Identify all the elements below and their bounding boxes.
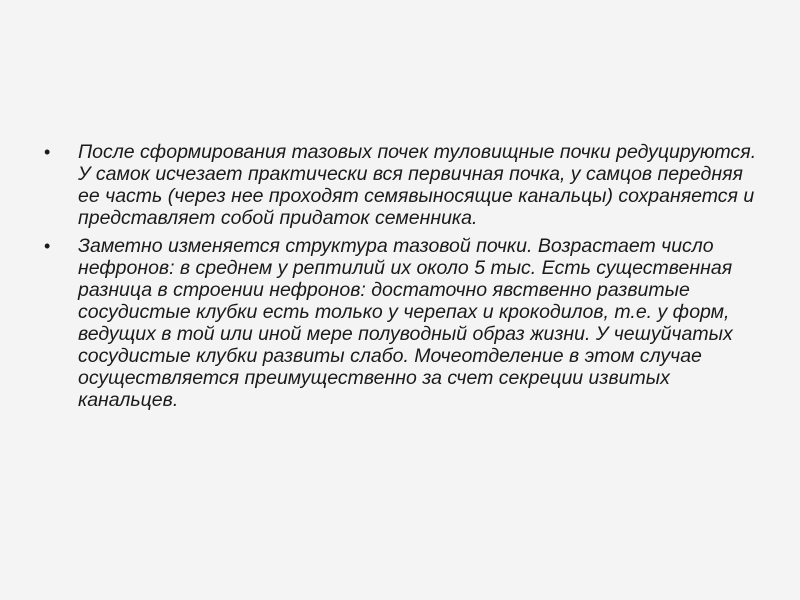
bullet-text: После сформирования тазовых почек туловищные почки редуцируются. У самок исчезает практически вся первичная почка, у самцов передняя ее часть (через нее проходят семявыносящие канальцы) сохраняется и представляет собой придаток семенника. [78, 141, 757, 229]
bullet-item [44, 141, 764, 229]
bullet-marker: • [44, 142, 51, 162]
bullet-list [44, 141, 764, 417]
bullet-marker: • [44, 236, 51, 256]
bullet-text: Заметно изменяется структура тазовой почки. Возрастает число нефронов: в среднем у рептилий их около 5 тыс. Есть существенная разница в строении нефронов: достаточно явственно развитые сосудистые клубки есть только у черепах и крокодилов, т.е. у форм, ведущих в той или иной мере полуводный образ жизни. У чешуйчатых сосудистые клубки развиты слабо. Мочеотделение в этом случае осуществляется преимущественно за счет секреции извитых канальцев. [78, 235, 733, 411]
bullet-item [44, 235, 764, 411]
